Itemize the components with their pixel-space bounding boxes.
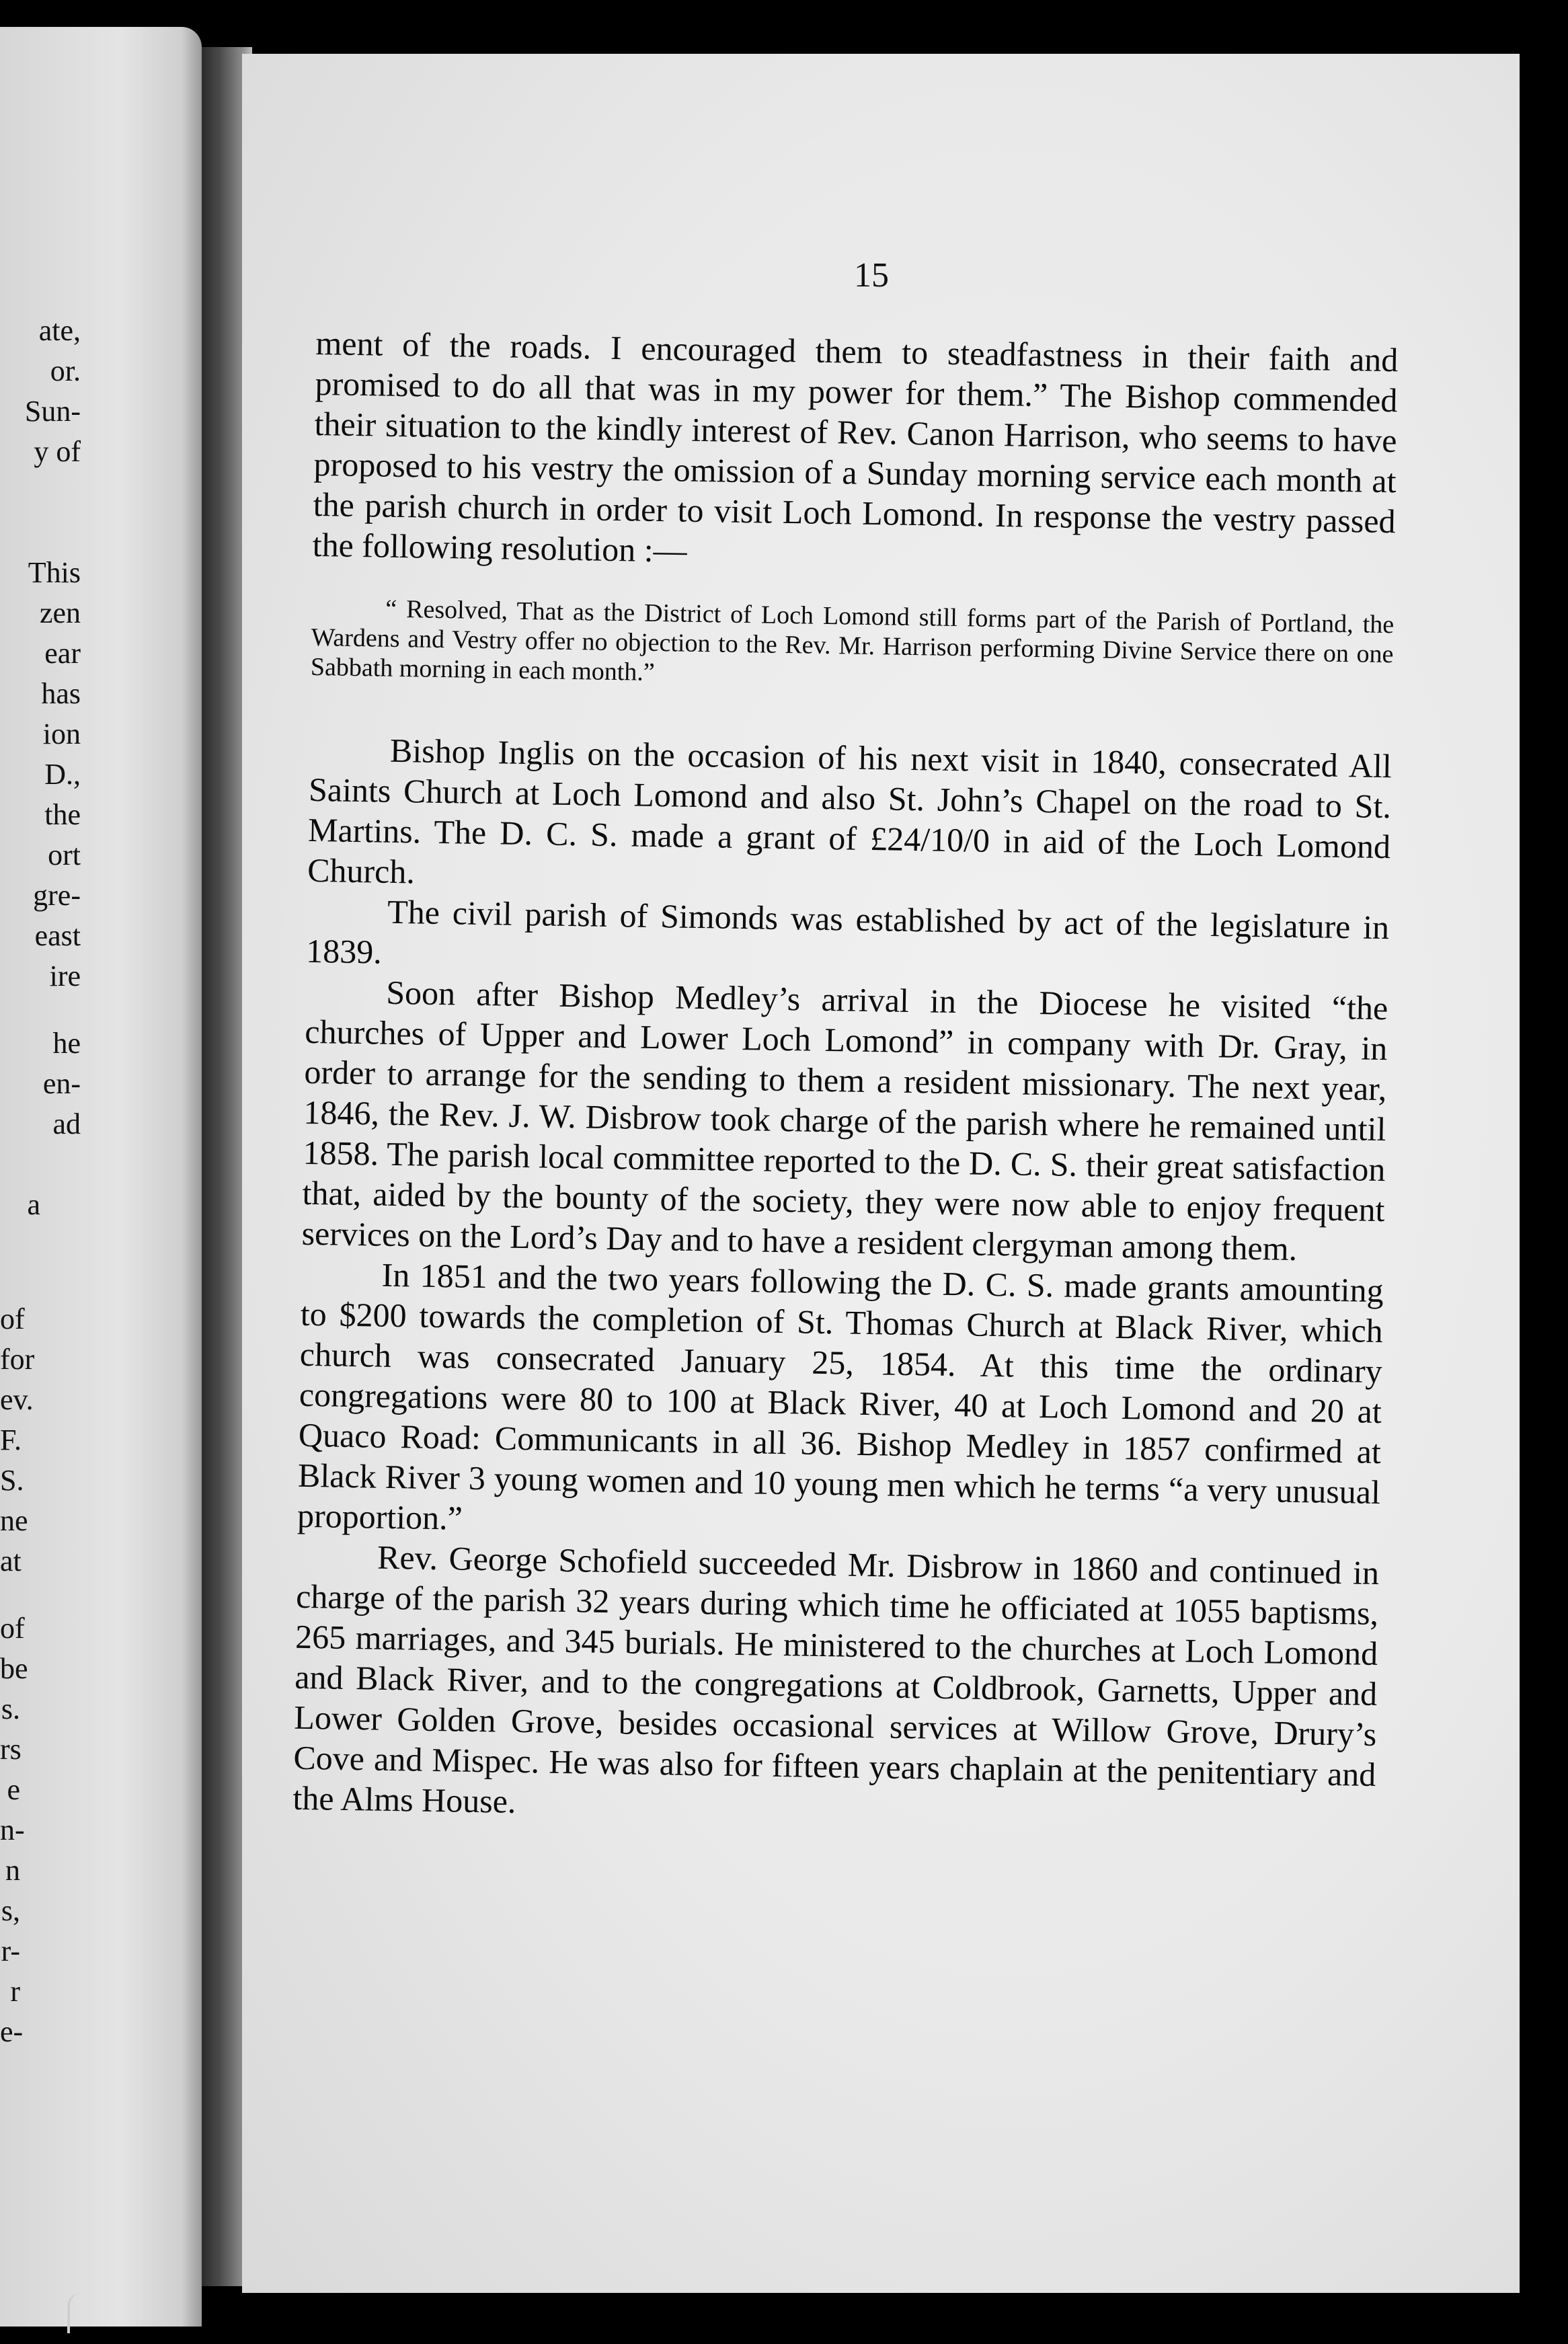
left-fragment: e [7, 1773, 20, 1806]
paragraph-bishop-inglis: Bishop Inglis on the occasion of his next visit in 1840, consecrated All Saints Church at Loch Lomond and also St. John’s Chapel on the road to St. Martins. The D. C. S. made a grant of £24/10/0 in aid of the Loch Lomond Church. [307, 731, 1393, 891]
paragraph-rev-george-schofield: Rev. George Schofield succeeded Mr. Disbrow in 1860 and continued in charge of the parish 32 years during which time he officiated at 1055 baptisms, 265 marriages, and 345 burials. He ministered to the churches at Loch Lomond and Black River, and to the congregations at Coldbrook, Garnetts, Upper and Lower Golden Grove, besides occasional services at Willow Grove, Drury’s Cove and Mispec. He was also for fifteen years chaplain at the penitentiary and the Alms House. [292, 1538, 1380, 1820]
left-fragment: r- [1, 1935, 20, 1967]
paragraph-bishop-medley: Soon after Bishop Medley’s arrival in the Diocese he visited “the churches of Upper and Lower Loch Lomond” in company with Dr. Gray, in order to arrange for the sending to them a resident missionary. The next year, 1846, the Rev. J. W. Disbrow took charge of the parish where he remained until 1858. The parish local committee reported to the D. C. S. their great satisfaction that, aided by the bounty of the society, they were now able to enjoy frequent services on the Lord’s Day and to have a resident clergyman among them. [301, 973, 1388, 1268]
left-fragment: rs [0, 1733, 22, 1766]
left-fragment: gre- [33, 879, 81, 912]
paragraph-loch-lomond-roads: ment of the roads. I encouraged them to steadfastness in their faith and promised to do all that was in my power for them.” The Bishop commended their situation to the kindly interest of Rev. Canon Harrison, who seems to have proposed to his vestry the omission of a Sunday morning service each month at the parish church in order to visit Loch Lomond. In response the vestry passed the following resolution :— [312, 323, 1399, 570]
left-fragment: at [0, 1545, 22, 1577]
left-fragment: ort [48, 838, 81, 871]
left-fragment: he [52, 1027, 81, 1060]
left-fragment: n- [0, 1813, 25, 1846]
left-fragment: ear [44, 637, 81, 670]
left-fragment: ne [0, 1504, 28, 1537]
left-fragment: ate, [38, 314, 81, 347]
left-fragment: r [10, 1975, 20, 2008]
left-fragment: e- [0, 2015, 24, 2048]
left-fragment: en- [42, 1067, 81, 1100]
paragraph-parish-of-simonds: The civil parish of Simonds was established by act of the legislature in 1839. [305, 892, 1390, 971]
left-fragment: zen [39, 596, 81, 629]
left-fragment: D., [44, 758, 81, 791]
left-fragment: ev. [0, 1383, 34, 1416]
left-fragment: for [0, 1343, 35, 1376]
left-fragment: F. [0, 1423, 22, 1456]
left-fragment: has [41, 677, 81, 710]
left-fragment: a [27, 1188, 40, 1221]
left-fragment: ire [49, 960, 81, 992]
left-fragment: ad [52, 1107, 81, 1140]
page-corner-mark [67, 2293, 97, 2333]
left-fragment: the [44, 798, 81, 831]
left-fragment: of [0, 1302, 25, 1335]
page-number: 15 [854, 256, 889, 295]
left-fragment: of [0, 1612, 25, 1645]
left-fragment: n [5, 1854, 20, 1887]
left-fragment: s, [1, 1894, 20, 1927]
page-text [292, 323, 1399, 1835]
left-fragment: s. [1, 1692, 20, 1725]
vestry-resolution-quote: “ Resolved, That as the District of Loch Lomond still forms part of the Parish of Portland, the Wardens and Vestry offer no objection to the Rev. Mr. Harrison performing Divine Service there on one Sabbath morning in each month.” [310, 594, 1395, 687]
left-fragment: S. [0, 1464, 24, 1497]
left-fragment: be [0, 1652, 28, 1685]
left-fragment: east [34, 919, 81, 952]
left-fragment: Sun- [24, 395, 81, 428]
left-fragment: y of [34, 435, 81, 468]
paragraph-st-thomas-church: In 1851 and the two years following the D. C. S. made grants amounting to $200 towards the completion of St. Thomas Church at Black River, which church was consecrated January 25, 1854. At this time the ordinary congregations were 80 to 100 at Black River, 40 at Loch Lomond and 20 at Quaco Road: Communicants in all 36. Bishop Medley in 1857 confirmed at Black River 3 young women and 10 young men which he terms “a very unusual proportion.” [297, 1255, 1384, 1537]
left-fragment: ion [42, 717, 81, 750]
left-fragment: This [28, 556, 81, 589]
left-fragment: or. [50, 354, 81, 387]
